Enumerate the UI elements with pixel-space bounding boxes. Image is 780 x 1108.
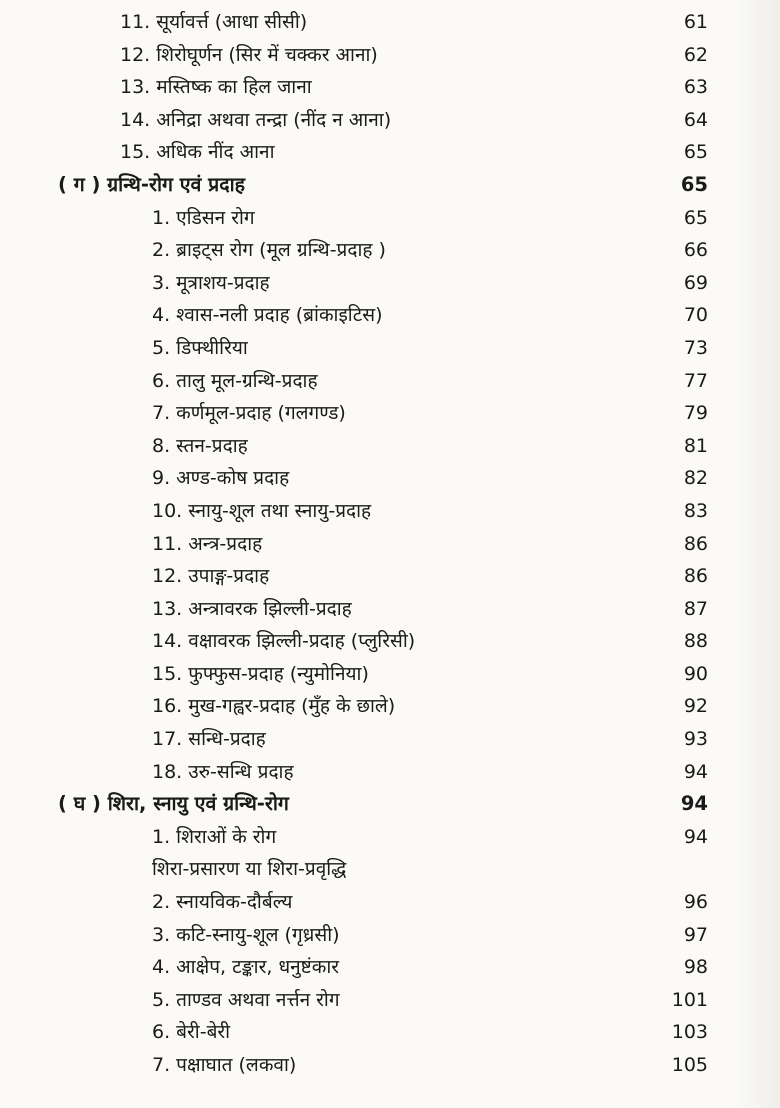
toc-entry-page-number: 96 <box>683 891 708 914</box>
toc-entry-page-number: 98 <box>683 956 708 979</box>
toc-entry-page-number: 86 <box>683 532 708 555</box>
toc-entry <box>0 984 780 1017</box>
toc-entry-title: 15. फुफ्फुस-प्रदाह (न्युमोनिया) <box>152 662 369 685</box>
toc-entry <box>0 202 780 235</box>
toc-entry-title: 12. उपाङ्ग-प्रदाह <box>152 565 270 588</box>
toc-entry-page-number: 66 <box>683 239 708 262</box>
toc-entry-page-number: 65 <box>683 206 708 229</box>
toc-entry <box>0 234 780 267</box>
toc-entry-page-number: 88 <box>683 630 708 653</box>
toc-entry <box>0 853 780 886</box>
toc-entry <box>0 397 780 430</box>
toc-section-heading <box>0 169 780 202</box>
toc-entry <box>0 462 780 495</box>
toc-entry-page-number: 103 <box>671 1021 708 1044</box>
toc-entry-title: 5. डिफ्थीरिया <box>152 336 248 359</box>
toc-entry-title: 7. कर्णमूल-प्रदाह (गलगण्ड) <box>152 402 346 425</box>
toc-entry-title: 6. तालु मूल-ग्रन्थि-प्रदाह <box>152 369 318 392</box>
toc-entry-page-number: 90 <box>683 662 708 685</box>
toc-entry <box>0 560 780 593</box>
toc-entry-page-number: 97 <box>683 923 708 946</box>
toc-entry <box>0 267 780 300</box>
toc-entry-page-number: 77 <box>683 369 708 392</box>
toc-entry-page-number: 65 <box>683 141 708 164</box>
toc-entry-page-number: 86 <box>683 565 708 588</box>
toc-entry <box>0 593 780 626</box>
toc-entry-title: 16. मुख-गह्वर-प्रदाह (मुँह के छाले) <box>152 695 396 718</box>
toc-entry-title: 8. स्तन-प्रदाह <box>152 434 248 457</box>
toc-entry-title: 13. अन्त्रावरक झिल्ली-प्रदाह <box>152 597 352 620</box>
toc-entry <box>0 39 780 72</box>
toc-entry-page-number: 61 <box>683 11 708 33</box>
toc-entry <box>0 821 780 854</box>
toc-entry-page-number: 70 <box>683 304 708 327</box>
toc-entry <box>0 71 780 104</box>
toc-entry-title: 18. उरु-सन्धि प्रदाह <box>152 760 294 783</box>
toc-entry-title: 14. वक्षावरक झिल्ली-प्रदाह (प्लुरिसी) <box>152 630 416 653</box>
toc-entry <box>0 886 780 919</box>
toc-entry-page-number: 101 <box>671 988 708 1011</box>
toc-entry-page-number: 62 <box>683 43 708 66</box>
toc-entry-title: 2. ब्राइट्स रोग (मूल ग्रन्थि-प्रदाह ) <box>152 239 386 262</box>
toc-entry <box>0 723 780 756</box>
toc-entry-page-number: 105 <box>671 1054 708 1076</box>
toc-entry <box>0 365 780 398</box>
page-edge-shadow <box>734 0 780 1108</box>
toc-entry-page-number: 79 <box>683 402 708 425</box>
toc-entry-title: 11. अन्त्र-प्रदाह <box>152 532 263 555</box>
toc-entry <box>0 1049 780 1082</box>
toc-entry-title: 13. मस्तिष्क का हिल जाना <box>120 76 312 99</box>
toc-entry-title: 4. आक्षेप, टङ्कार, धनुष्टंकार <box>152 956 340 979</box>
toc-entry-title: शिरा-प्रसारण या शिरा-प्रवृद्धि <box>152 858 347 881</box>
toc-entry-page-number: 87 <box>683 597 708 620</box>
toc-entry-title: 9. अण्ड-कोष प्रदाह <box>152 467 290 490</box>
toc-entry <box>0 104 780 137</box>
toc-entry-page-number: 69 <box>683 271 708 294</box>
toc-entry-page-number: 92 <box>683 695 708 718</box>
toc-entry-page-number: 82 <box>683 467 708 490</box>
toc-entry <box>0 430 780 463</box>
toc-entry-title: ( घ ) शिरा, स्नायु एवं ग्रन्थि-रोग <box>58 792 289 816</box>
toc-entry-title: 6. बेरी-बेरी <box>152 1021 231 1044</box>
toc-entry-page-number: 73 <box>683 336 708 359</box>
toc-entry-page-number: 63 <box>683 76 708 99</box>
toc-entry-title: 11. सूर्यावर्त्त (आधा सीसी) <box>120 11 308 33</box>
toc-entry-page-number: 83 <box>683 499 708 522</box>
toc-entry-title: ( ग ) ग्रन्थि-रोग एवं प्रदाह <box>58 172 246 196</box>
toc-entry-page-number: 93 <box>683 728 708 751</box>
toc-entry <box>0 299 780 332</box>
toc-entry-title: 10. स्नायु-शूल तथा स्नायु-प्रदाह <box>152 499 372 522</box>
toc-entry-title: 14. अनिद्रा अथवा तन्द्रा (नींद न आना) <box>120 108 392 131</box>
toc-entry-page-number: 94 <box>680 792 708 816</box>
toc-entry-title: 1. शिराओं के रोग <box>152 825 277 848</box>
toc-entry-page-number: 64 <box>683 108 708 131</box>
table-of-contents <box>0 6 780 1082</box>
toc-entry-title: 15. अधिक नींद आना <box>120 141 275 164</box>
toc-entry-title: 3. कटि-स्नायु-शूल (गृध्रसी) <box>152 923 340 946</box>
toc-entry-title: 7. पक्षाघात (लकवा) <box>152 1054 297 1076</box>
toc-entry-page-number: 65 <box>680 172 708 196</box>
toc-entry-title: 1. एडिसन रोग <box>152 206 255 229</box>
toc-entry-page-number: 94 <box>683 825 708 848</box>
toc-entry <box>0 690 780 723</box>
toc-entry <box>0 625 780 658</box>
toc-entry-title: 4. श्वास-नली प्रदाह (ब्रांकाइटिस) <box>152 304 383 327</box>
toc-entry-title: 5. ताण्डव अथवा नर्त्तन रोग <box>152 988 340 1011</box>
toc-entry-title: 3. मूत्राशय-प्रदाह <box>152 271 270 294</box>
toc-entry-page-number: 94 <box>683 760 708 783</box>
toc-entry <box>0 136 780 169</box>
toc-entry-page-number: 81 <box>683 434 708 457</box>
toc-entry <box>0 528 780 561</box>
toc-section-heading <box>0 788 780 821</box>
toc-entry-title: 2. स्नायविक-दौर्बल्य <box>152 891 293 914</box>
toc-entry-title: 17. सन्धि-प्रदाह <box>152 728 266 751</box>
toc-entry <box>0 951 780 984</box>
toc-entry <box>0 6 780 39</box>
toc-entry <box>0 332 780 365</box>
toc-entry-title: 12. शिरोघूर्णन (सिर में चक्कर आना) <box>120 43 378 66</box>
toc-entry <box>0 919 780 952</box>
toc-entry <box>0 658 780 691</box>
toc-entry <box>0 756 780 789</box>
toc-entry <box>0 495 780 528</box>
toc-entry <box>0 1016 780 1049</box>
